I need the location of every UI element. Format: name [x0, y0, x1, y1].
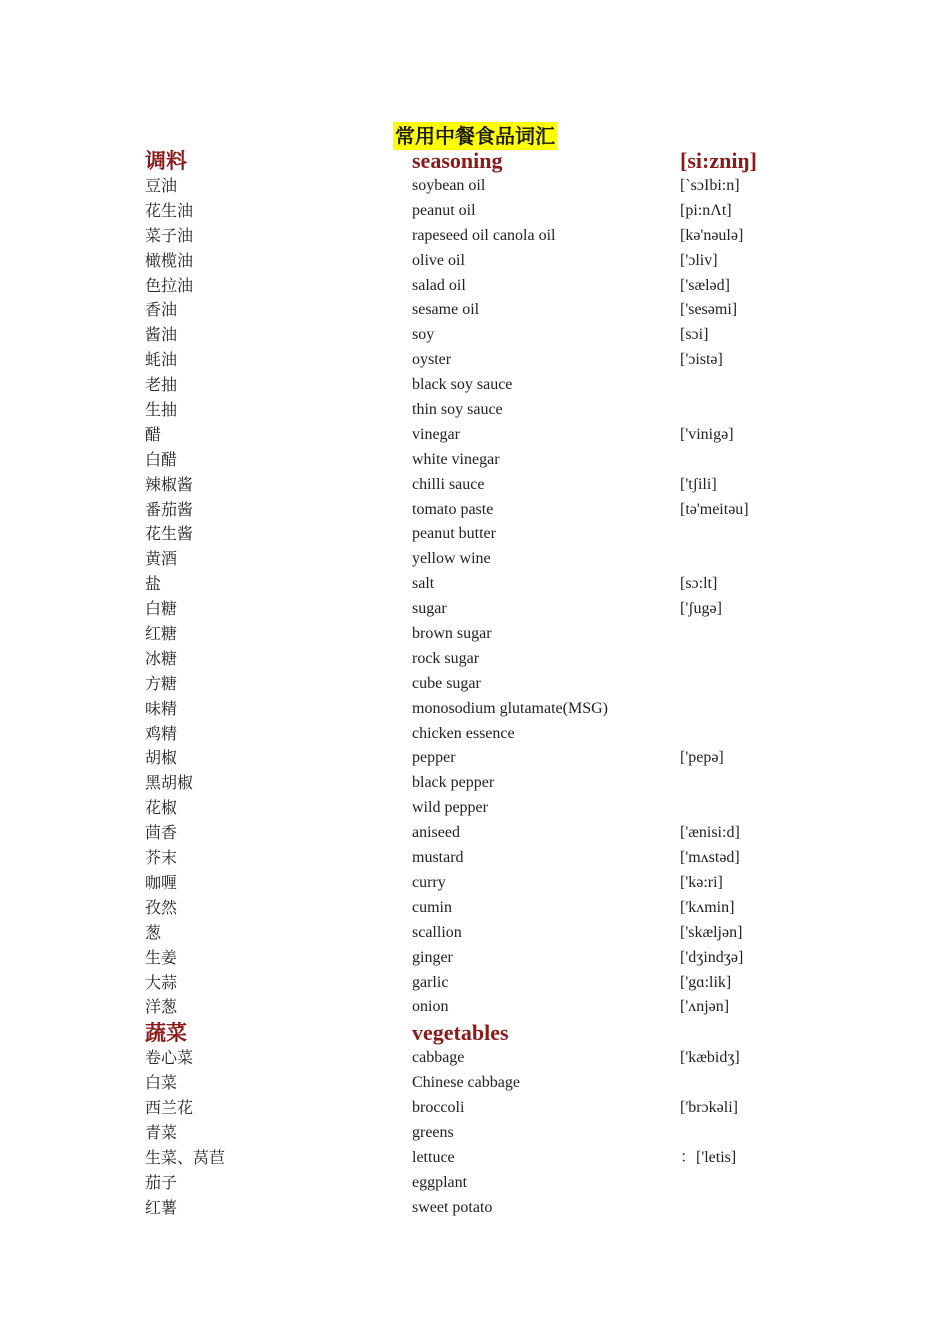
- english-term: curry: [412, 873, 446, 891]
- phonetic-transcription: ['dʒindʒə]: [680, 948, 744, 966]
- chinese-term: 花椒: [145, 798, 178, 818]
- vocab-row: [145, 871, 845, 896]
- english-term: chilli sauce: [412, 475, 485, 493]
- vocab-row: [145, 274, 845, 299]
- vocab-row: [145, 398, 845, 423]
- english-term: oyster: [412, 351, 452, 369]
- vocab-row: [145, 348, 845, 373]
- chinese-term: 辣椒酱: [145, 474, 194, 494]
- vocab-row: [145, 448, 845, 473]
- vocab-row: [145, 249, 845, 274]
- phonetic-transcription: ['mʌstəd]: [680, 849, 740, 867]
- chinese-term: 洋葱: [145, 997, 178, 1017]
- english-term: lettuce: [412, 1148, 455, 1166]
- phonetic-transcription: ['sesəmi]: [680, 301, 738, 319]
- chinese-term: 孜然: [145, 897, 178, 917]
- vocab-row: [145, 722, 845, 747]
- english-term: chicken essence: [412, 724, 515, 742]
- chinese-term: 醋: [145, 424, 162, 444]
- chinese-term: 西兰花: [145, 1098, 194, 1118]
- vocab-row: [145, 971, 845, 996]
- english-term: brown sugar: [412, 625, 492, 643]
- phonetic-transcription: ['kʌmin]: [680, 898, 735, 916]
- english-term: rock sugar: [412, 649, 480, 667]
- english-term: cumin: [412, 898, 452, 916]
- phonetic-transcription: [sɔi]: [680, 326, 709, 344]
- english-term: greens: [412, 1123, 454, 1141]
- chinese-term: 白醋: [145, 449, 178, 469]
- vocab-row: [145, 995, 845, 1020]
- english-term: ginger: [412, 948, 453, 966]
- vocab-row: [145, 1096, 845, 1121]
- section-heading-chinese: 调料: [145, 148, 187, 173]
- vocab-row: [145, 174, 845, 199]
- chinese-term: 红糖: [145, 624, 178, 644]
- vocab-row: [145, 298, 845, 323]
- chinese-term: 白糖: [145, 599, 178, 619]
- chinese-term: 冰糖: [145, 648, 178, 668]
- chinese-term: 老抽: [145, 375, 178, 395]
- phonetic-transcription: ['ʃugə]: [680, 600, 722, 618]
- english-term: cabbage: [412, 1049, 465, 1067]
- phonetic-transcription: ['sæləd]: [680, 276, 730, 294]
- vocab-row: [145, 423, 845, 448]
- chinese-term: 白菜: [145, 1073, 178, 1093]
- phonetic-transcription: ['kə:ri]: [680, 873, 723, 891]
- chinese-term: 青菜: [145, 1122, 178, 1142]
- vocab-row: [145, 821, 845, 846]
- phonetic-transcription: [kə'nəulə]: [680, 226, 744, 244]
- english-term: scallion: [412, 923, 462, 941]
- chinese-term: 鸡精: [145, 723, 178, 743]
- vocab-row: [145, 572, 845, 597]
- page-title-container: [0, 122, 950, 150]
- phonetic-transcription: ['vinigə]: [680, 425, 734, 443]
- phonetic-transcription: [`sɔIbi:n]: [680, 177, 740, 194]
- vocab-row: [145, 946, 845, 971]
- vocab-row: [145, 697, 845, 722]
- english-term: Chinese cabbage: [412, 1074, 520, 1092]
- chinese-term: 番茄酱: [145, 499, 194, 519]
- vocab-row: [145, 1121, 845, 1146]
- chinese-term: 香油: [145, 300, 178, 320]
- vocab-row: [145, 1071, 845, 1096]
- vocab-row: [145, 921, 845, 946]
- vocab-row: [145, 1146, 845, 1171]
- english-term: sugar: [412, 600, 447, 618]
- vocab-row: [145, 1171, 845, 1196]
- english-term: tomato paste: [412, 500, 494, 518]
- vocab-row: [145, 597, 845, 622]
- phonetic-transcription: ['brɔkəli]: [680, 1099, 738, 1117]
- chinese-term: 菜子油: [145, 225, 194, 245]
- phonetic-transcription: ['ɔliv]: [680, 251, 718, 269]
- english-term: wild pepper: [412, 799, 488, 817]
- english-term: broccoli: [412, 1099, 465, 1117]
- english-term: cube sugar: [412, 674, 481, 692]
- english-term: salt: [412, 575, 435, 593]
- vocab-row: [145, 199, 845, 224]
- section-heading: [145, 148, 845, 174]
- section-heading-chinese: 蔬菜: [145, 1020, 187, 1046]
- chinese-term: 蚝油: [145, 350, 178, 370]
- english-term: onion: [412, 998, 449, 1016]
- chinese-term: 黑胡椒: [145, 773, 194, 793]
- english-term: yellow wine: [412, 550, 491, 568]
- phonetic-transcription: ['pepə]: [680, 749, 724, 767]
- phonetic-transcription: [pi:nΛt]: [680, 201, 732, 219]
- vocab-row: [145, 473, 845, 498]
- chinese-term: 茄子: [145, 1172, 178, 1192]
- chinese-term: 盐: [145, 574, 162, 594]
- vocab-row: [145, 896, 845, 921]
- english-term: peanut butter: [412, 525, 496, 543]
- vocab-row: [145, 547, 845, 572]
- english-term: garlic: [412, 973, 449, 991]
- vocab-row: [145, 323, 845, 348]
- english-term: olive oil: [412, 251, 465, 269]
- english-term: pepper: [412, 749, 456, 767]
- english-term: black pepper: [412, 774, 495, 792]
- english-term: monosodium glutamate(MSG): [412, 699, 608, 717]
- chinese-term: 生菜、莴苣: [145, 1147, 226, 1167]
- english-term: sesame oil: [412, 301, 480, 319]
- chinese-term: 方糖: [145, 673, 178, 693]
- chinese-term: 卷心菜: [145, 1048, 194, 1068]
- vocab-row: [145, 647, 845, 672]
- chinese-term: 生姜: [145, 947, 178, 967]
- english-term: sweet potato: [412, 1198, 493, 1216]
- phonetic-transcription: ['gɑ:lik]: [680, 973, 732, 991]
- vocabulary-table: [145, 148, 845, 1221]
- english-term: vinegar: [412, 425, 460, 443]
- english-term: soy: [412, 326, 435, 344]
- english-term: peanut oil: [412, 201, 476, 219]
- vocab-row: [145, 1196, 845, 1221]
- phonetic-transcription: ['skæljən]: [680, 923, 743, 941]
- section-heading-english: seasoning: [412, 148, 503, 173]
- chinese-term: 胡椒: [145, 748, 178, 768]
- page-title: 常用中餐食品词汇: [395, 124, 555, 148]
- chinese-term: 茴香: [145, 823, 178, 843]
- english-term: thin soy sauce: [412, 401, 503, 419]
- phonetic-transcription: ['ʌnjən]: [680, 998, 730, 1016]
- vocab-row: [145, 224, 845, 249]
- chinese-term: 色拉油: [145, 275, 194, 295]
- chinese-term: 黄酒: [145, 549, 178, 569]
- phonetic-transcription: ：['letis]: [680, 1148, 737, 1166]
- english-term: white vinegar: [412, 450, 500, 468]
- vocab-row: [145, 498, 845, 523]
- phonetic-transcription: [sɔ:lt]: [680, 575, 718, 593]
- section-heading: [145, 1020, 845, 1046]
- chinese-term: 红薯: [145, 1197, 178, 1217]
- english-term: black soy sauce: [412, 376, 513, 394]
- english-term: salad oil: [412, 276, 466, 294]
- vocab-row: [145, 672, 845, 697]
- section-heading-english: vegetables: [412, 1020, 509, 1046]
- vocab-row: [145, 522, 845, 547]
- english-term: soybean oil: [412, 177, 486, 194]
- english-term: eggplant: [412, 1173, 468, 1191]
- chinese-term: 咖喱: [145, 872, 178, 892]
- phonetic-transcription: [tə'meitəu]: [680, 500, 749, 518]
- english-term: rapeseed oil canola oil: [412, 226, 556, 244]
- phonetic-transcription: ['ænisi:d]: [680, 824, 740, 842]
- vocab-row: [145, 1046, 845, 1071]
- chinese-term: 橄榄油: [145, 250, 194, 270]
- english-term: aniseed: [412, 824, 460, 842]
- chinese-term: 花生酱: [145, 524, 194, 544]
- chinese-term: 生抽: [145, 400, 178, 420]
- chinese-term: 酱油: [145, 325, 178, 345]
- section-heading-phonetic: [si:zniŋ]: [680, 148, 757, 173]
- chinese-term: 味精: [145, 698, 178, 718]
- vocab-row: [145, 771, 845, 796]
- phonetic-transcription: ['tʃili]: [680, 475, 717, 493]
- english-term: mustard: [412, 849, 464, 867]
- chinese-term: 大蒜: [145, 972, 178, 992]
- vocab-row: [145, 746, 845, 771]
- vocab-row: [145, 373, 845, 398]
- chinese-term: 葱: [145, 922, 162, 942]
- phonetic-transcription: ['kæbidʒ]: [680, 1049, 740, 1067]
- chinese-term: 芥末: [145, 848, 178, 868]
- chinese-term: 花生油: [145, 200, 194, 220]
- phonetic-transcription: ['ɔistə]: [680, 351, 723, 369]
- vocab-row: [145, 622, 845, 647]
- chinese-term: 豆油: [145, 176, 178, 195]
- vocab-row: [145, 846, 845, 871]
- vocab-row: [145, 796, 845, 821]
